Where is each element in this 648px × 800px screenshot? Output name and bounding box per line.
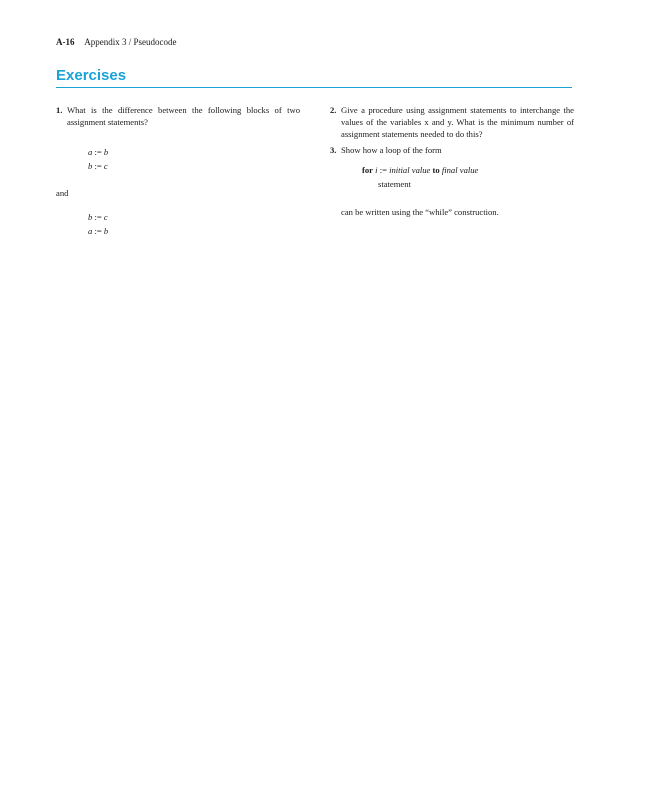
exercise-number: 1. bbox=[56, 105, 63, 115]
exercise-1 bbox=[56, 104, 300, 128]
exercise-2 bbox=[330, 104, 574, 140]
exercise-number: 3. bbox=[330, 145, 337, 155]
assignment-line: a := b bbox=[88, 226, 109, 236]
assignment-line: b := c bbox=[88, 161, 108, 171]
assign-operator: := bbox=[379, 165, 387, 175]
page-number: A-16 bbox=[56, 37, 75, 47]
initial-value: initial value bbox=[389, 165, 431, 175]
code-block-a bbox=[88, 146, 300, 174]
running-header bbox=[56, 37, 177, 47]
loop-variable: i bbox=[375, 165, 378, 175]
to-keyword: to bbox=[432, 165, 440, 175]
exercise-text: Show how a loop of the form bbox=[341, 145, 442, 155]
right-column bbox=[330, 104, 574, 218]
section-title: Exercises bbox=[56, 67, 127, 84]
running-title: Appendix 3 / Pseudocode bbox=[84, 37, 177, 47]
left-column bbox=[56, 104, 300, 239]
exercise-text: Give a procedure using assignment statements to interchange the values of the variables x and y. What is the minimum number of assignment statements needed to do this? bbox=[341, 105, 574, 139]
assignment-line: a := b bbox=[88, 147, 109, 157]
loop-body: statement bbox=[378, 179, 411, 189]
exercise-3-followup: can be written using the “while” construction. bbox=[341, 207, 499, 217]
exercise-number: 2. bbox=[330, 105, 337, 115]
code-block-b bbox=[88, 211, 300, 239]
section-divider bbox=[56, 87, 572, 88]
for-keyword: for bbox=[362, 165, 373, 175]
loop-header bbox=[362, 164, 574, 176]
exercise-text: What is the difference between the following blocks of two assignment statements? bbox=[67, 105, 300, 127]
final-value: final value bbox=[441, 165, 479, 175]
connector-text: and bbox=[56, 188, 69, 198]
assignment-line: b := c bbox=[88, 212, 108, 222]
exercise-3 bbox=[330, 144, 574, 156]
